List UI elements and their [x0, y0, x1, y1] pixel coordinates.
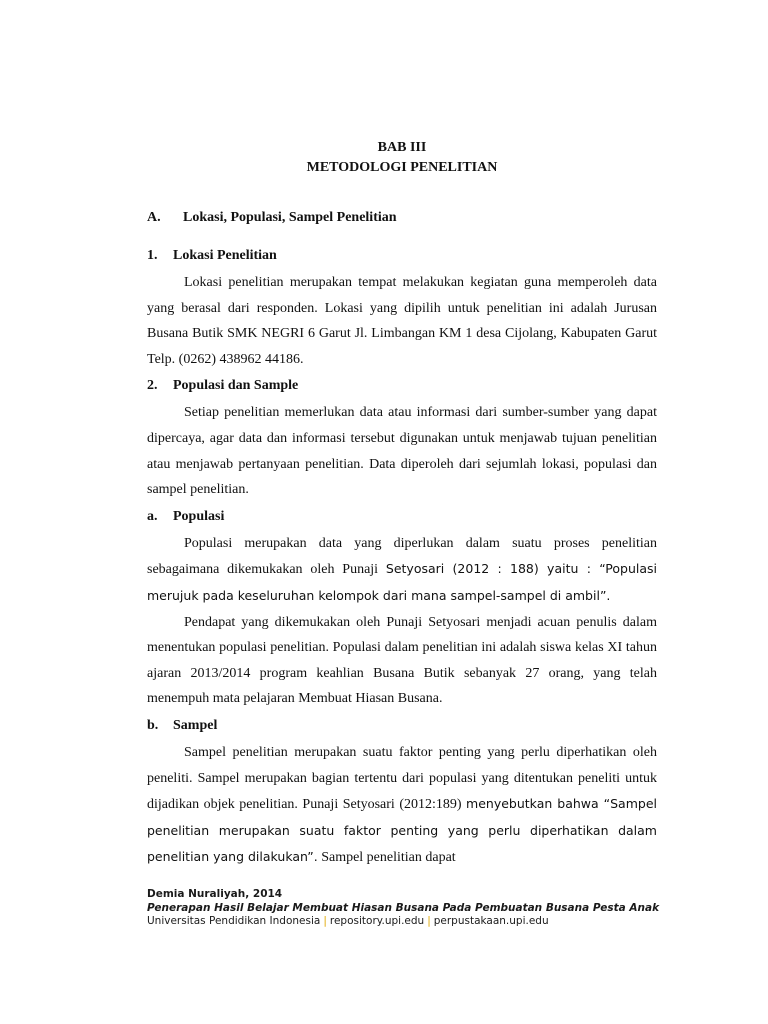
- footer-separator-2: |: [427, 915, 431, 927]
- sampel-p1-quote: menyebutkan bahwa “Sampel penelitian merupakan suatu faktor penting yang perlu diperhatikan dalam penelitian yang dilakukan”.: [147, 796, 657, 865]
- section-a-heading: [147, 208, 657, 228]
- populasi-p1-text: Populasi merupakan data yang diperlukan dalam suatu proses penelitian sebagaimana dikemukakan oleh Punaji: [147, 535, 657, 578]
- subsection-a-heading: [147, 507, 657, 527]
- subsection-1-title: Lokasi Penelitian: [173, 248, 277, 263]
- chapter-title: METODOLOGI PENELITIAN: [306, 160, 498, 175]
- sampel-p1-end: Sampel penelitian dapat: [317, 850, 456, 866]
- populasi-sample-paragraph: Setiap penelitian memerlukan data atau informasi dari sumber-sumber yang dapat dipercaya, agar data dan informasi tersebut digunakan untuk menjawab tujuan penelitian atau menjawab pertanyaan penelitian. Data diperoleh dari sejumlah lokasi, populasi dan sampel penelitian.: [147, 405, 657, 498]
- subsection-b-heading: [147, 716, 657, 736]
- footer-institution: Universitas Pendidikan Indonesia: [147, 915, 321, 927]
- chapter-heading: BAB III: [377, 140, 427, 155]
- section-a-number: A.: [147, 210, 161, 225]
- section-a-title: Lokasi, Populasi, Sampel Penelitian: [183, 210, 397, 225]
- footer-links: [147, 915, 667, 929]
- sampel-p1-text: Sampel penelitian merupakan suatu faktor penting yang perlu diperhatikan oleh peneliti. Sampel merupakan bagian tertentu dari populasi yang ditentukan peneliti untuk dijadikan objek penelitian. Punaji Setyosari (2012:189): [147, 744, 657, 813]
- footer-separator-1: |: [323, 915, 327, 927]
- populasi-paragraph-2: Pendapat yang dikemukakan oleh Punaji Setyosari menjadi acuan penulis dalam menentukan populasi penelitian. Populasi dalam penelitian ini adalah siswa kelas XI tahun ajaran 2013/2014 program keahlian Busana Butik sebanyak 27 orang, yang telah menempuh mata pelajaran Membuat Hiasan Busana.: [147, 614, 657, 707]
- populasi-p1-quote: Setyosari (2012 : 188) yaitu : “Populasi merujuk pada keseluruhan kelompok dari mana sampel-sampel di ambil”.: [147, 561, 658, 603]
- populasi-paragraph-1: [147, 531, 657, 610]
- footer-thesis-title: Penerapan Hasil Belajar Membuat Hiasan Busana Pada Pembuatan Busana Pesta Anak: [147, 901, 660, 914]
- subsection-1-heading: [147, 246, 657, 266]
- document-body: [147, 138, 657, 871]
- subsection-2-heading: [147, 376, 657, 396]
- footer-author: Demia Nuraliyah, 2014: [147, 888, 283, 900]
- subsection-2-title: Populasi dan Sample: [173, 378, 299, 394]
- sampel-paragraph: [147, 740, 657, 871]
- lokasi-paragraph: Lokasi penelitian merupakan tempat melakukan kegiatan guna memperoleh data yang berasal dari responden. Lokasi yang dipilih untuk penelitian ini adalah Jurusan Busana Butik SMK NEGRI 6 Garut Jl. Limbangan KM 1 desa Cijolang, Kabupaten Garut Telp. (0262) 438962 44186.: [147, 275, 657, 367]
- footer-link-repository[interactable]: repository.upi.edu: [329, 915, 425, 927]
- subsection-a-number: a.: [147, 508, 158, 524]
- footer-link-perpustakaan[interactable]: perpustakaan.upi.edu: [433, 915, 549, 927]
- subsection-b-number: b.: [147, 717, 159, 733]
- subsection-b-title: Sampel: [173, 717, 218, 733]
- subsection-2-number: 2.: [147, 378, 158, 394]
- subsection-1-number: 1.: [147, 248, 158, 263]
- subsection-a-title: Populasi: [173, 508, 225, 524]
- page-footer: [147, 888, 667, 929]
